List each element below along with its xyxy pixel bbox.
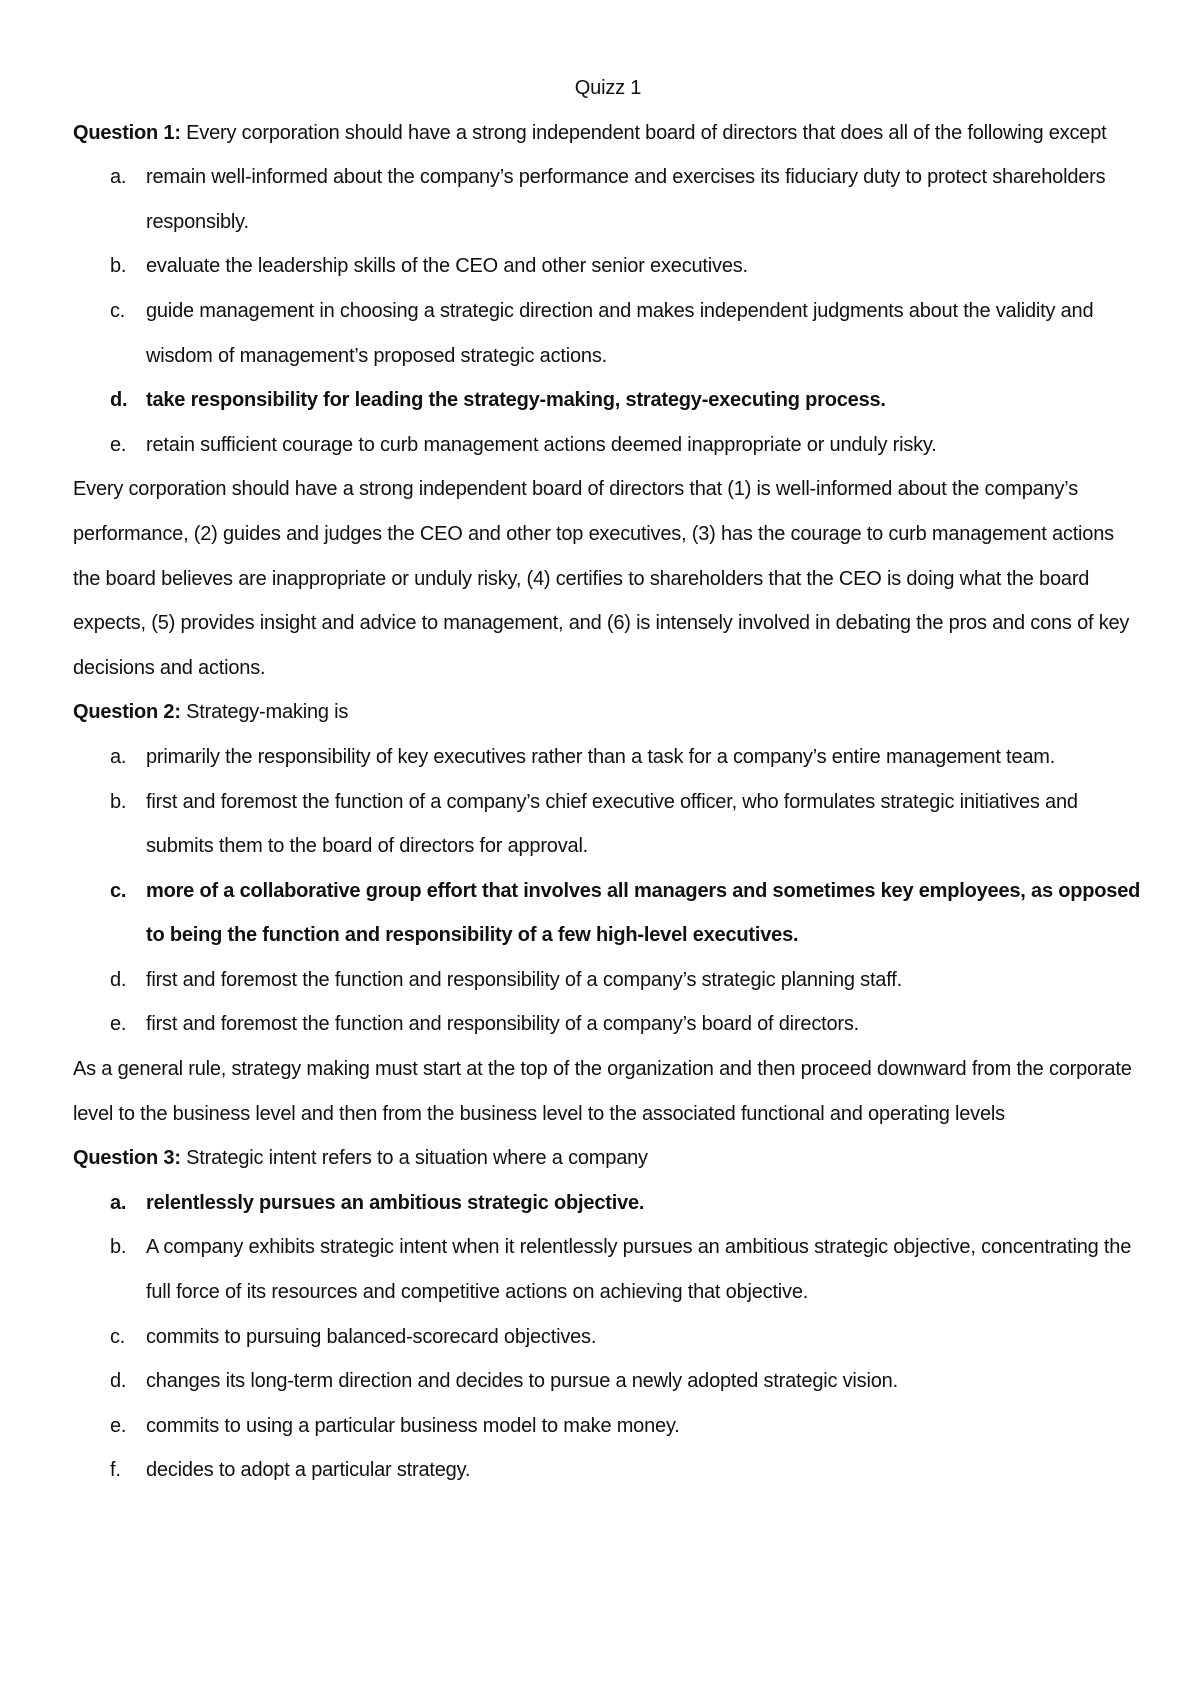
option-letter: a. [110, 166, 127, 189]
question-3-stem [73, 1136, 1143, 1181]
option-item [73, 780, 1143, 869]
option-text: decides to adopt a particular strategy. [146, 1459, 471, 1482]
quiz-page [73, 66, 1143, 1493]
option-item [73, 1002, 1143, 1047]
option-item [73, 155, 1143, 244]
option-text: A company exhibits strategic intent when it relentlessly pursues an ambitious strategic objective, concentrating the full force of its resources and competitive actions on achieving that objective. [146, 1236, 1132, 1304]
option-letter: c. [110, 299, 126, 322]
option-letter: c. [110, 879, 127, 902]
option-text: take responsibility for leading the strategy-making, strategy-executing process. [146, 389, 886, 412]
option-text: changes its long-term direction and decides to pursue a newly adopted strategic vision. [146, 1370, 898, 1393]
question-2-options [73, 735, 1143, 1047]
option-item [73, 1404, 1143, 1449]
option-letter: e. [110, 1414, 127, 1437]
option-letter: b. [110, 255, 127, 278]
option-text: first and foremost the function and responsibility of a company’s strategic planning staff. [146, 968, 902, 991]
option-text: relentlessly pursues an ambitious strategic objective. [146, 1191, 645, 1214]
question-3-options [73, 1181, 1143, 1493]
question-2-text: Strategy-making is [180, 701, 349, 724]
option-item-correct [73, 1181, 1143, 1226]
option-item [73, 735, 1143, 780]
option-letter: d. [110, 968, 127, 991]
option-text: remain well-informed about the company’s performance and exercises its fiduciary duty to protect shareholders responsibly. [146, 166, 1106, 233]
option-item [73, 1315, 1143, 1360]
question-1-options [73, 155, 1143, 467]
option-item [73, 289, 1143, 378]
option-letter: b. [110, 1236, 127, 1259]
option-text: commits to using a particular business model to make money. [146, 1414, 680, 1437]
question-1-explanation: Every corporation should have a strong independent board of directors that (1) is well-informed about the company’s performance, (2) guides and judges the CEO and other top executives, (3) has the courage to curb management actions the board believes are inappropriate or unduly risky, (4) certifies to shareholders that the CEO is doing what the board expects, (5) provides insight and advice to management, and (6) is intensely involved in debating the pros and cons of key decisions and actions. [73, 478, 1130, 679]
option-item [73, 1225, 1143, 1314]
option-item-correct [73, 378, 1143, 423]
option-text: primarily the responsibility of key executives rather than a task for a company’s entire management team. [146, 745, 1056, 768]
option-letter: e. [110, 1013, 127, 1036]
question-1-stem [73, 111, 1143, 156]
question-3-text: Strategic intent refers to a situation where a company [180, 1147, 648, 1170]
option-item [73, 423, 1143, 468]
option-item [73, 1359, 1143, 1404]
question-1-text: Every corporation should have a strong independent board of directors that does all of the following except [180, 121, 1107, 144]
option-letter: d. [110, 1370, 127, 1393]
option-text: first and foremost the function and responsibility of a company’s board of directors. [146, 1013, 860, 1036]
question-2-stem [73, 690, 1143, 735]
option-letter: b. [110, 790, 127, 813]
option-letter: a. [110, 745, 127, 768]
option-letter: a. [110, 1191, 127, 1214]
option-item [73, 244, 1143, 289]
option-text: more of a collaborative group effort that involves all managers and sometimes key employees, as opposed to being the function and responsibility of a few high-level executives. [146, 879, 1141, 947]
page-title: Quizz 1 [574, 77, 642, 99]
question-1-label: Question 1: [73, 121, 181, 144]
question-3-label: Question 3: [73, 1147, 181, 1170]
option-text: retain sufficient courage to curb management actions deemed inappropriate or unduly risky. [146, 433, 937, 456]
question-2-label: Question 2: [73, 701, 181, 724]
option-item [73, 958, 1143, 1003]
option-text: evaluate the leadership skills of the CEO and other senior executives. [146, 255, 748, 278]
option-text: commits to pursuing balanced-scorecard objectives. [146, 1325, 597, 1348]
option-letter: c. [110, 1325, 126, 1348]
option-letter: e. [110, 433, 127, 456]
option-text: first and foremost the function of a company’s chief executive officer, who formulates strategic initiatives and submits them to the board of directors for approval. [146, 790, 1078, 858]
option-item-correct [73, 869, 1143, 958]
option-letter: d. [110, 389, 128, 412]
option-letter: f. [110, 1459, 121, 1482]
question-2-explanation: As a general rule, strategy making must start at the top of the organization and then proceed downward from the corporate level to the business level and then from the business level to the associated functional and operating levels [73, 1058, 1132, 1125]
option-text: guide management in choosing a strategic direction and makes independent judgments about the validity and wisdom of management’s proposed strategic actions. [146, 299, 1094, 367]
option-item [73, 1448, 1143, 1493]
